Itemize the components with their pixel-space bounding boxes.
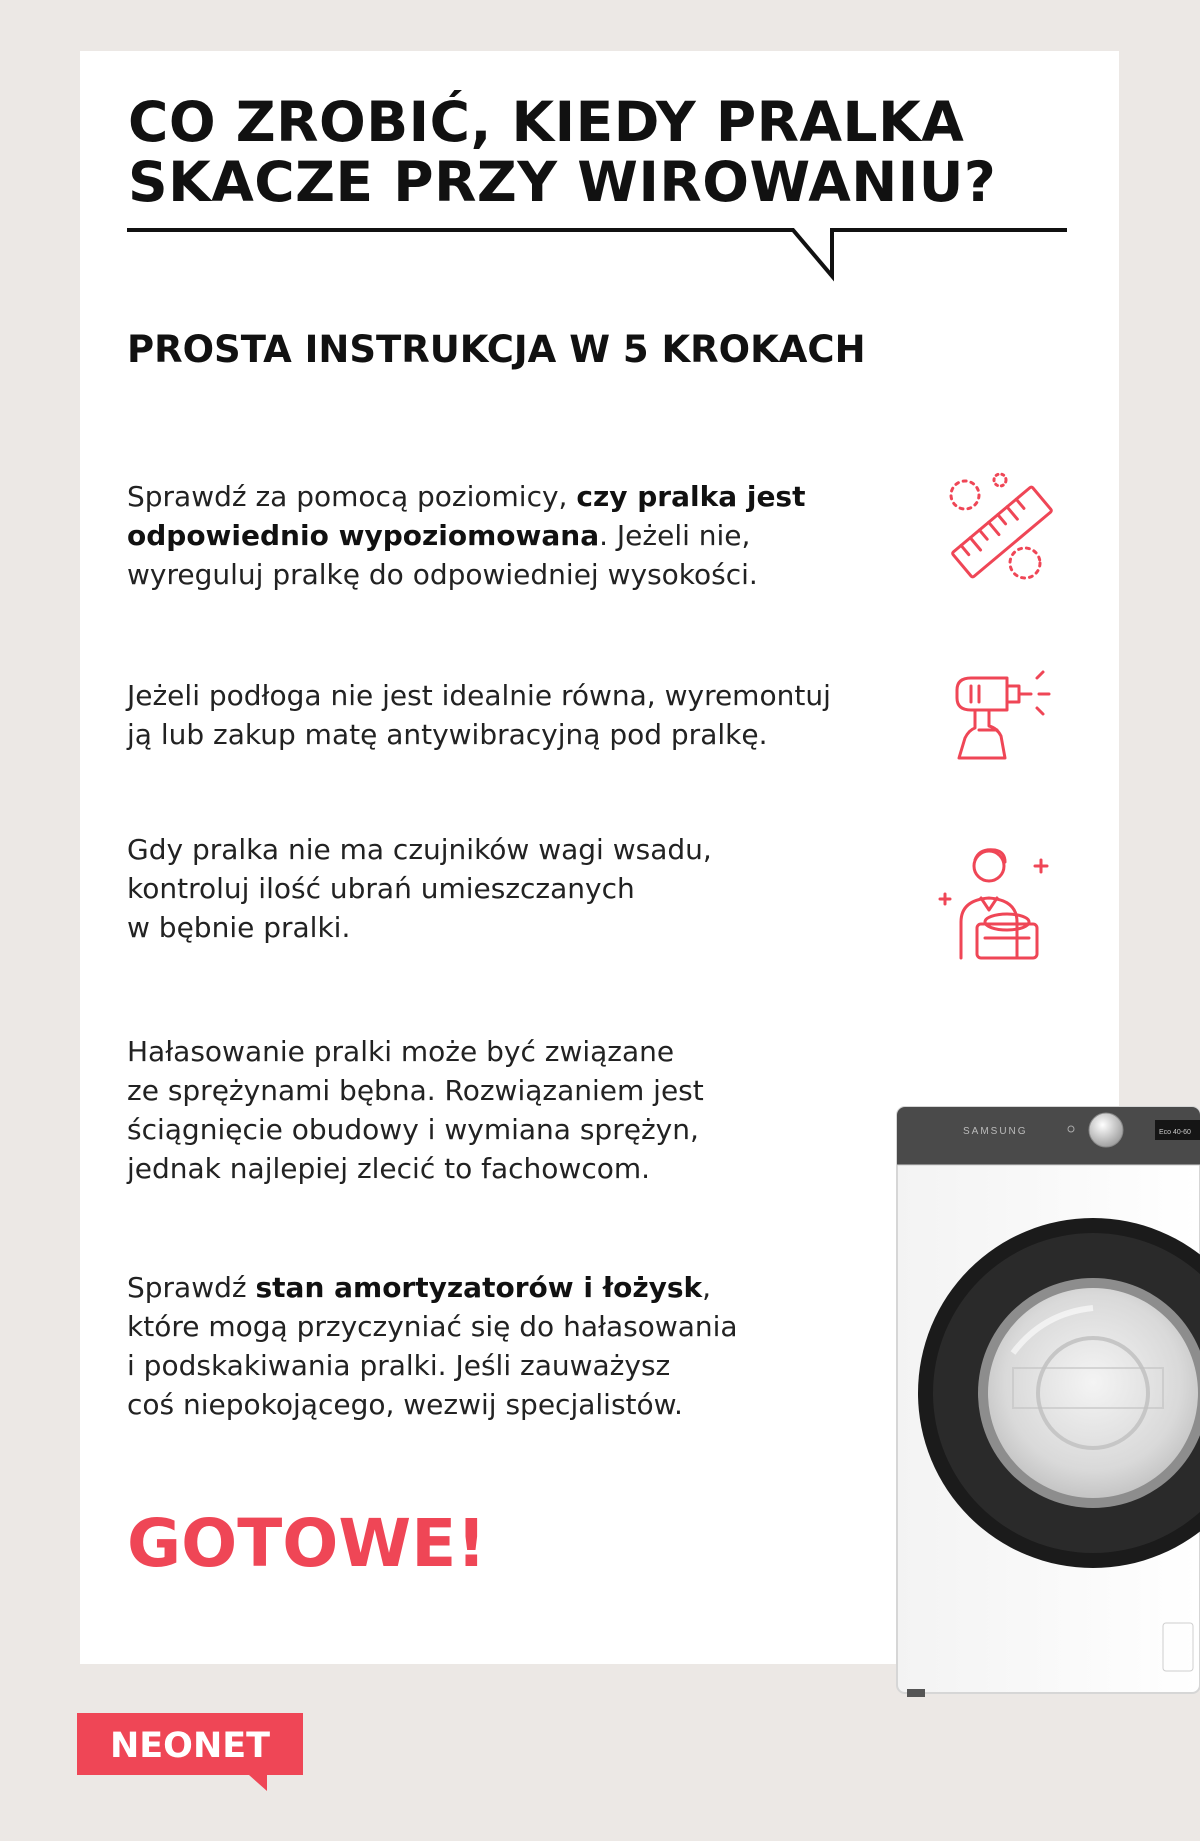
step-text: jednak najlepiej zlecić to fachowcom.: [127, 1152, 651, 1185]
step-text: . Jeżeli nie,: [599, 519, 751, 552]
step-bold-text: odpowiednio wypoziomowana: [127, 519, 600, 552]
step-text: Sprawdź za pomocą poziomicy,: [127, 480, 577, 513]
step-1-text: [127, 477, 805, 594]
step-2-text: [127, 676, 831, 754]
step-line: [127, 1032, 704, 1071]
step-text: ze sprężynami bębna. Rozwiązaniem jest: [127, 1074, 704, 1107]
step-text: ją lub zakup matę antywibracyjną pod pralkę.: [127, 718, 768, 751]
step-line: [127, 676, 831, 715]
person-laundry-basket-icon: [935, 838, 1055, 963]
title-line-2: SKACZE PRZY WIROWANIU?: [128, 150, 997, 214]
step-line: [127, 1110, 704, 1149]
drill-icon: [945, 668, 1055, 768]
subtitle: PROSTA INSTRUKCJA W 5 KROKACH: [127, 328, 866, 371]
speech-bubble-underline: [127, 223, 1069, 283]
step-text: i podskakiwania pralki. Jeśli zauważysz: [127, 1349, 671, 1382]
washer-display: Eco 40-60: [1159, 1129, 1191, 1136]
step-line: [127, 1307, 738, 1346]
step-line: [127, 715, 831, 754]
step-text: Hałasowanie pralki może być związane: [127, 1035, 675, 1068]
step-text: ściągnięcie obudowy i wymiana sprężyn,: [127, 1113, 699, 1146]
step-4-text: [127, 1032, 704, 1188]
step-line: [127, 555, 805, 594]
neonet-logo: [77, 1713, 303, 1793]
step-line: [127, 1071, 704, 1110]
step-line: [127, 1149, 704, 1188]
step-line: [127, 1268, 738, 1307]
step-line: [127, 908, 712, 947]
step-line: [127, 1385, 738, 1424]
step-line: [127, 869, 712, 908]
done-label: GOTOWE!: [127, 1505, 487, 1582]
step-text: Gdy pralka nie ma czujników wagi wsadu,: [127, 833, 712, 866]
page-title: [128, 92, 996, 212]
washer-brand-label: SAMSUNG: [963, 1126, 1028, 1137]
step-text: kontroluj ilość ubrań umieszczanych: [127, 872, 635, 905]
step-line: [127, 477, 805, 516]
step-text: ,: [702, 1271, 712, 1304]
step-line: [127, 830, 712, 869]
washing-machine-image: [893, 1103, 1200, 1703]
step-text: coś niepokojącego, wezwij specjalistów.: [127, 1388, 683, 1421]
step-text: wyreguluj pralkę do odpowiedniej wysokości.: [127, 558, 758, 591]
title-line-1: CO ZROBIĆ, KIEDY PRALKA: [128, 90, 965, 154]
step-line: [127, 516, 805, 555]
step-line: [127, 1346, 738, 1385]
step-text: w bębnie pralki.: [127, 911, 351, 944]
step-text: Jeżeli podłoga nie jest idealnie równa, wyremontuj: [127, 679, 831, 712]
step-text: które mogą przyczyniać się do hałasowania: [127, 1310, 738, 1343]
step-3-text: [127, 830, 712, 947]
step-text: Sprawdź: [127, 1271, 256, 1304]
step-bold-text: czy pralka jest: [576, 480, 806, 513]
step-5-text: [127, 1268, 738, 1424]
logo-text: NEONET: [109, 1726, 271, 1766]
step-bold-text: stan amortyzatorów i łożysk: [255, 1271, 703, 1304]
ruler-level-icon: [940, 470, 1060, 595]
